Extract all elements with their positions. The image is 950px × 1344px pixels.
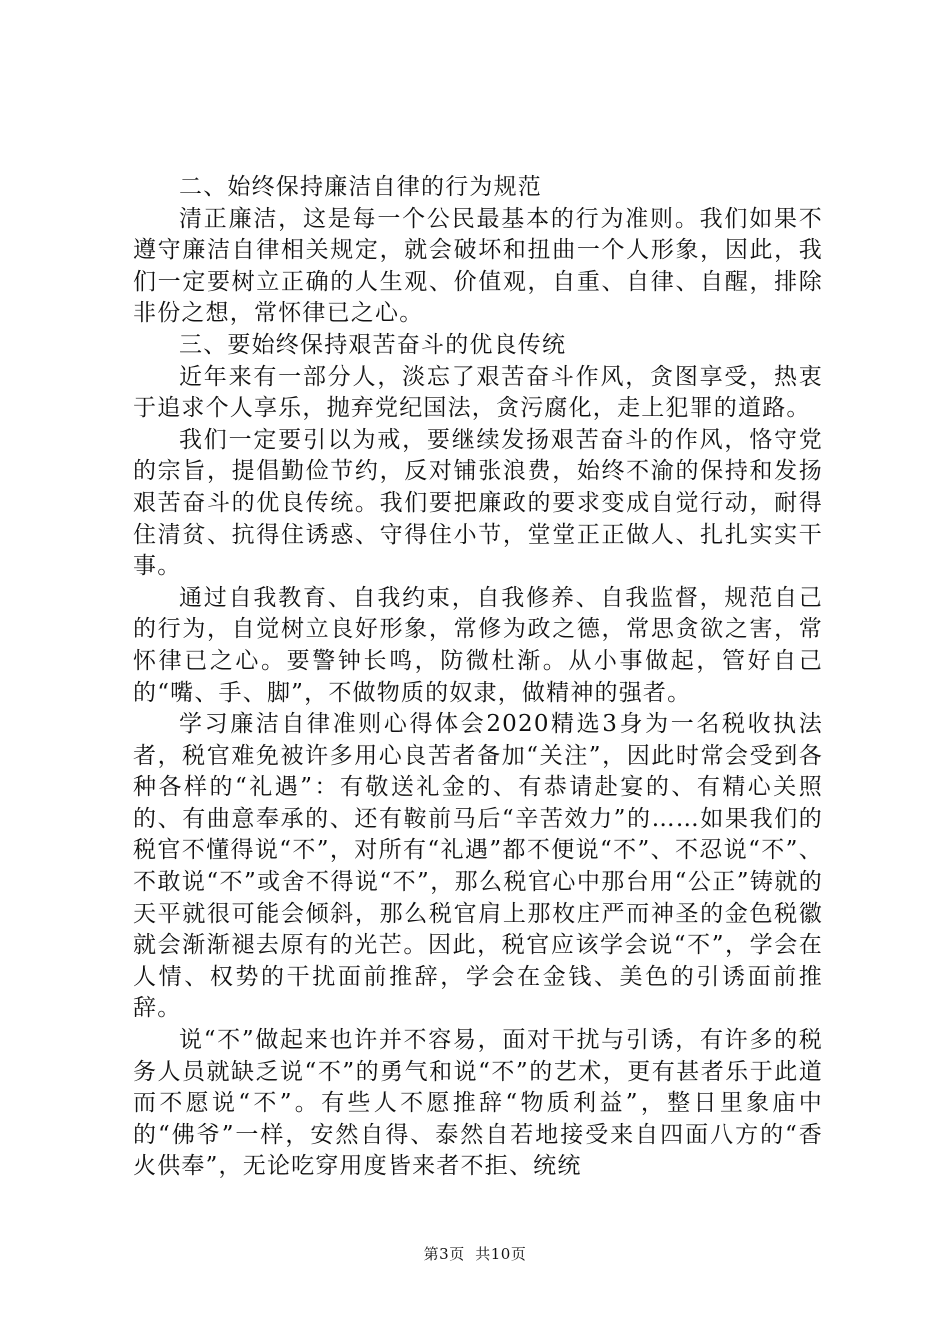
page-footer (0, 1243, 950, 1264)
paragraph: 说“不”做起来也许并不容易，面对干扰与引诱，有许多的税务人员就缺乏说“不”的勇气和说“不”的艺术，更有甚者乐于此道而不愿说“不”。有些人不愿推辞“物质利益”，整日里象庙中的“佛爷”一样，安然自得、泰然自若地接受来自四面八方的“香火供奉”，无论吃穿用度皆来者不拒、统统 (133, 1027, 823, 1180)
paragraph: 清正廉洁，这是每一个公民最基本的行为准则。我们如果不遵守廉洁自律相关规定，就会破坏和扭曲一个人形象，因此，我们一定要树立正确的人生观、价值观，自重、自律、自醒，排除非份之想，常怀律已之心。 (133, 205, 823, 327)
paragraph: 近年来有一部分人，淡忘了艰苦奋斗作风，贪图享受，热衷于追求个人享乐，抛弃党纪国法，贪污腐化，走上犯罪的道路。 (133, 363, 823, 422)
section-heading-2: 二、始终保持廉洁自律的行为规范 (179, 174, 542, 200)
document-body (133, 172, 823, 1183)
paragraph: 通过自我教育、自我约束，自我修养、自我监督，规范自己的行为，自觉树立良好形象，常修为政之德，常思贪欲之害，常怀律已之心。要警钟长鸣，防微杜渐。从小事做起，管好自己的“嘴、手、脚”，不做物质的奴隶，做精神的强者。 (133, 584, 823, 706)
section-heading-3: 三、要始终保持艰苦奋斗的优良传统 (179, 331, 567, 358)
page-total: 共10页 (475, 1245, 527, 1263)
paragraph: 学习廉洁自律准则心得体会2020精选3身为一名税收执法者，税官难免被许多用心良苦者备加“关注”，因此时常会受到各种各样的“礼遇”：有敬送礼金的、有恭请赴宴的、有精心关照的、有曲意奉承的、还有鞍前马后“辛苦效力”的……如果我们的税官不懂得说“不”，对所有“礼遇”都不便说“不”、不忍说“不”、不敢说“不”或舍不得说“不”，那么税官心中那台用“公正”铸就的天平就很可能会倾斜，那么税官肩上那枚庄严而神圣的金色税徽就会渐渐褪去原有的光芒。因此，税官应该学会说“不”，学会在人情、权势的干扰面前推辞，学会在金钱、美色的引诱面前推辞。 (133, 711, 823, 1022)
footer-separator (465, 1245, 476, 1263)
paragraph: 我们一定要引以为戒，要继续发扬艰苦奋斗的作风，恪守党的宗旨，提倡勤俭节约，反对铺张浪费，始终不渝的保持和发扬艰苦奋斗的优良传统。我们要把廉政的要求变成自觉行动，耐得住清贫、抗得住诱惑、守得住小节，堂堂正正做人、扎扎实实干事。 (133, 426, 823, 580)
page-number: 第3页 (423, 1245, 465, 1263)
